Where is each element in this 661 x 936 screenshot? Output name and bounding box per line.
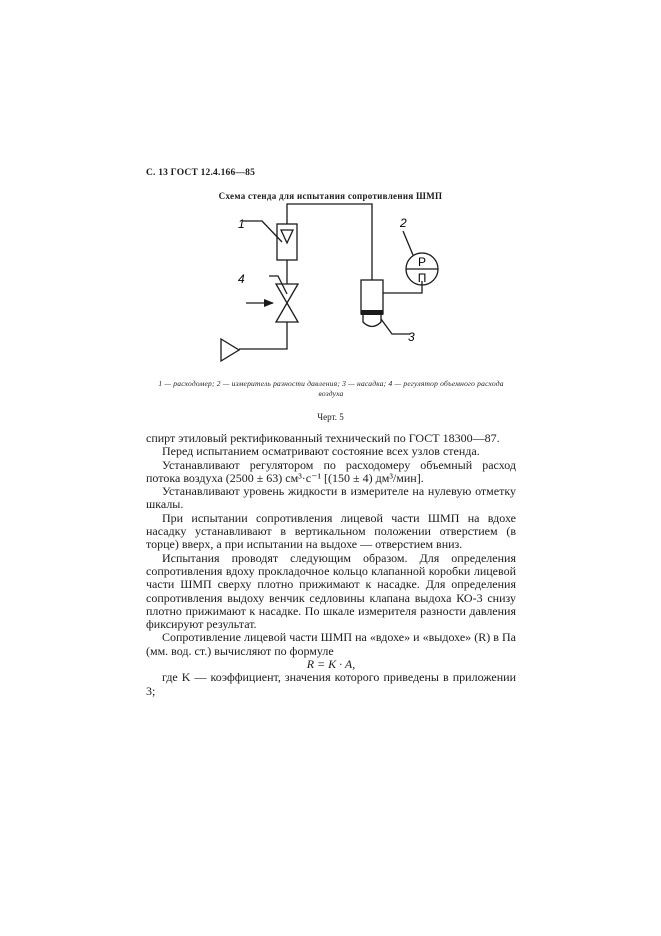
gauge-label-bottom: П [417, 271, 427, 285]
paragraph: Устанавливают регулятором по расходомеру объемный расход потока воздуха (2500 ± 63) см³·с⁻¹ [(150 ± 4) дм³/мин]. [146, 457, 516, 485]
paragraph: Перед испытанием осматривают состояние всех узлов стенда. [162, 444, 480, 459]
paragraph: спирт этиловый ректификованный технический по ГОСТ 18300—87. [146, 431, 500, 445]
paragraph: где K — коэффициент, значения которого приведены в приложении 3; [146, 670, 516, 698]
figure-number: Черт. 5 [317, 412, 344, 422]
label-2: 2 [400, 216, 407, 230]
leader-1 [243, 221, 282, 242]
air-source-triangle-icon [221, 339, 239, 361]
label-3: 3 [408, 330, 415, 344]
paragraph: Сопротивление лицевой части ШМП на «вдохе» и «выдохе» (R) в Па (мм. вод. ст.) вычисляют по формуле [146, 630, 516, 658]
label-1: 1 [238, 217, 245, 231]
pipe-to-gauge [383, 281, 422, 293]
gauge-label-top: Р [417, 255, 427, 269]
paragraph: При испытании сопротивления лицевой части ШМП на вдохе насадку устанавливают в вертикальном положении отверстием (в торце) вверх, а при испытании на выдохе — отверстием вниз. [146, 510, 516, 552]
figure-caption: 1 — расходомер; 2 — измеритель разности давления; 3 — насадка; 4 — регулятор объемного расхода воздуха [158, 379, 504, 398]
paragraph: Испытания проводят следующим образом. Для определения сопротивления вдоху прокладочное кольцо клапанной коробки лицевой части ШМП сверху плотно прижимают к насадке. Для определения сопротивления выдоху венчик седловины клапана выдоха КО-3 снизу плотно прижимают к насадке. По шкале измерителя разности давления фиксируют результат. [146, 550, 516, 632]
paragraph: Устанавливают уровень жидкости в измерителе на нулевую отметку шкалы. [146, 484, 516, 512]
leader-4 [269, 276, 287, 294]
leader-3 [381, 319, 410, 334]
label-4: 4 [238, 272, 245, 286]
test-stand-diagram [190, 198, 470, 373]
page-header: С. 13 ГОСТ 12.4.166—85 [146, 168, 256, 178]
pipe-top [287, 204, 372, 280]
leader-2 [403, 231, 413, 255]
nozzle-body [361, 280, 383, 314]
figure-title: Схема стенда для испытания сопротивления ШМП [218, 191, 443, 201]
regulator-valve-icon [276, 284, 298, 322]
nozzle-tip [363, 314, 381, 327]
regulator-arrow-head-icon [264, 299, 274, 307]
nozzle-band [361, 310, 383, 315]
formula: R = K · A, [306, 657, 356, 672]
flowmeter-triangle-icon [281, 230, 293, 243]
pipe-left-lower [239, 322, 287, 349]
body-text [146, 432, 516, 698]
